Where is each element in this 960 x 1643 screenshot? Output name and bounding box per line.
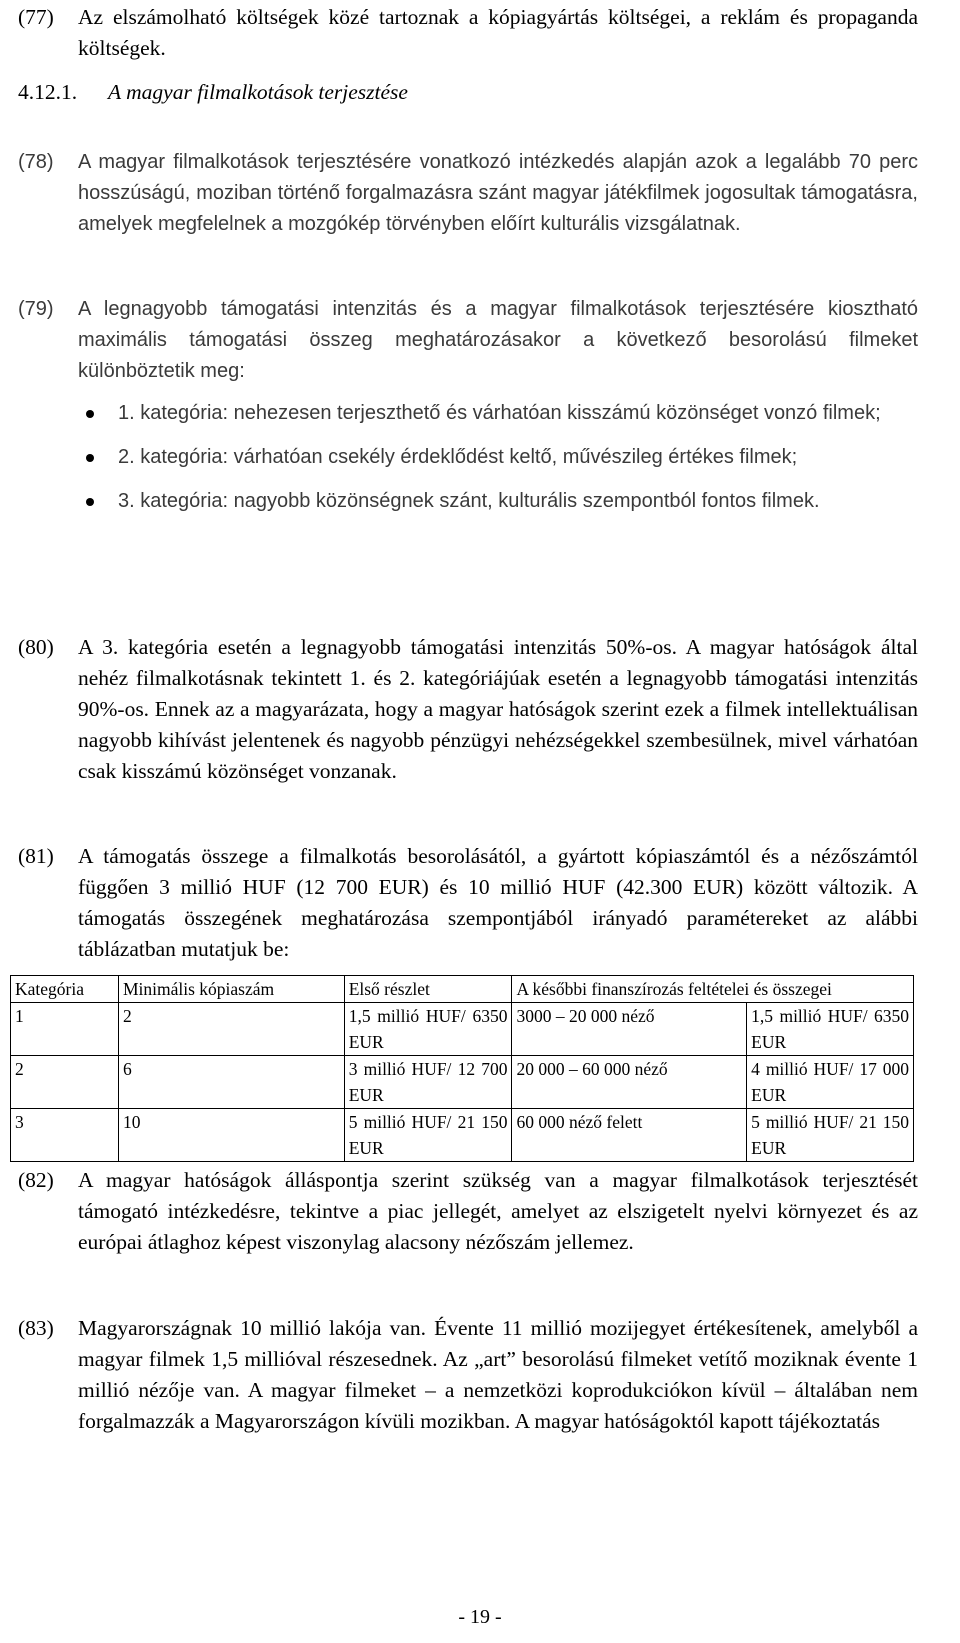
bullet-icon: [86, 410, 94, 418]
paragraph-number: (82): [18, 1168, 54, 1192]
cell-min-copies: 2: [118, 1003, 344, 1056]
cell-amount: 4 millió HUF/ 17 000 EUR: [747, 1056, 914, 1109]
cell-first-installment: 3 millió HUF/ 12 700 EUR: [344, 1056, 512, 1109]
header-first-installment: Első részlet: [344, 976, 512, 1003]
paragraph-77: [18, 2, 918, 64]
cell-condition: 20 000 – 60 000 néző: [512, 1056, 747, 1109]
paragraph-number: (81): [18, 844, 54, 868]
paragraph-80: [18, 632, 918, 787]
table-row: [11, 1109, 914, 1162]
cell-condition: 60 000 néző felett: [512, 1109, 747, 1162]
header-category: Kategória: [11, 976, 119, 1003]
paragraph-number: (77): [18, 5, 54, 29]
cell-category: 3: [11, 1109, 119, 1162]
paragraph-text: A magyar filmalkotások terjesztésére vonatkozó intézkedés alapján azok a legalább 70 perc hosszúságú, moziban történő forgalmazásra szánt magyar játékfilmek jogosultak támogatásra, amelyek megfelelnek a mozgókép törvényben előírt kulturális vizsgálatnak.: [78, 151, 918, 235]
cell-category: 1: [11, 1003, 119, 1056]
support-table: [10, 975, 914, 1162]
paragraph-number: (80): [18, 635, 54, 659]
list-item: 1. kategória: nehezesen terjeszthető és várhatóan kisszámú közönséget vonzó filmek;: [78, 398, 918, 429]
category-list: [78, 398, 918, 517]
cell-category: 2: [11, 1056, 119, 1109]
header-min-copies: Minimális kópiaszám: [118, 976, 344, 1003]
cell-first-installment: 5 millió HUF/ 21 150 EUR: [344, 1109, 512, 1162]
cell-first-installment: 1,5 millió HUF/ 6350 EUR: [344, 1003, 512, 1056]
table-row: [11, 1003, 914, 1056]
paragraph-78: [18, 147, 918, 240]
paragraph-text: A 3. kategória esetén a legnagyobb támogatási intenzitás 50%-os. A magyar hatóságok által nehéz filmalkotásnak tekintett 1. és 2. kategóriájúak esetén a legnagyobb támogatási intenzitás 90%-os. Ennek az a magyarázata, hogy a magyar hatóságok szerint ezek a filmek intellektuálisan nagyobb kihívást jelentenek és nagyobb pénzügyi nehézségekkel szembesülnek, mivel várhatóan csak kisszámú közönséget vonzanak.: [78, 635, 918, 783]
page-number: - 19 -: [458, 1606, 502, 1628]
section-heading: [18, 77, 408, 108]
paragraph-text: A magyar hatóságok álláspontja szerint szükség van a magyar filmalkotások terjesztését támogató intézkedésre, tekintve a piac jellegét, amelyet az elszigetelt nyelvi környezet és az európai átlaghoz képest viszonylag alacsony nézőszám jellemez.: [78, 1168, 918, 1254]
paragraph-number: (83): [18, 1316, 54, 1340]
cell-min-copies: 10: [118, 1109, 344, 1162]
paragraph-82: [18, 1165, 918, 1258]
section-title: A magyar filmalkotások terjesztése: [108, 80, 408, 104]
cell-condition: 3000 – 20 000 néző: [512, 1003, 747, 1056]
bullet-icon: [86, 498, 94, 506]
cell-amount: 5 millió HUF/ 21 150 EUR: [747, 1109, 914, 1162]
header-later-financing: A későbbi finanszírozás feltételei és összegei: [512, 976, 914, 1003]
cell-amount: 1,5 millió HUF/ 6350 EUR: [747, 1003, 914, 1056]
paragraph-number: (79): [18, 298, 54, 320]
paragraph-81: [18, 841, 918, 965]
paragraph-text: A legnagyobb támogatási intenzitás és a magyar filmalkotások terjesztésére kiosztható maximális támogatási összeg meghatározásakor a következő besorolású filmeket különböztetik meg:: [78, 298, 918, 382]
paragraph-text: Magyarországnak 10 millió lakója van. Évente 11 millió mozijegyet értékesítenek, amelyből a magyar filmek 1,5 millióval részesednek. Az „art” besorolású filmeket vetítő moziknak évente 1 millió nézője van. A magyar filmeket – a nemzetközi koprodukciókon kívül – általában nem forgalmazzák a Magyarországon kívüli mozikban. A magyar hatóságoktól kapott tájékoztatás: [78, 1316, 918, 1433]
table-row: [11, 1056, 914, 1109]
section-number: 4.12.1.: [18, 80, 78, 104]
paragraph-text: A támogatás összege a filmalkotás besorolásától, a gyártott kópiaszámtól és a nézőszámtól függően 3 millió HUF (12 700 EUR) és 10 millió HUF (42.300 EUR) között változik. A támogatás összegének meghatározása szempontjából irányadó paramétereket az alábbi táblázatban mutatjuk be:: [78, 844, 918, 961]
cell-min-copies: 6: [118, 1056, 344, 1109]
paragraph-79: [18, 294, 918, 387]
bullet-icon: [86, 454, 94, 462]
list-item: 3. kategória: nagyobb közönségnek szánt, kulturális szempontból fontos filmek.: [78, 486, 918, 517]
paragraph-text: Az elszámolható költségek közé tartoznak a kópiagyártás költségei, a reklám és propaganda költségek.: [78, 5, 918, 60]
paragraph-83: [18, 1313, 918, 1437]
table-header-row: [11, 976, 914, 1003]
paragraph-number: (78): [18, 151, 54, 173]
list-item: 2. kategória: várhatóan csekély érdeklődést keltő, művészileg értékes filmek;: [78, 442, 918, 473]
